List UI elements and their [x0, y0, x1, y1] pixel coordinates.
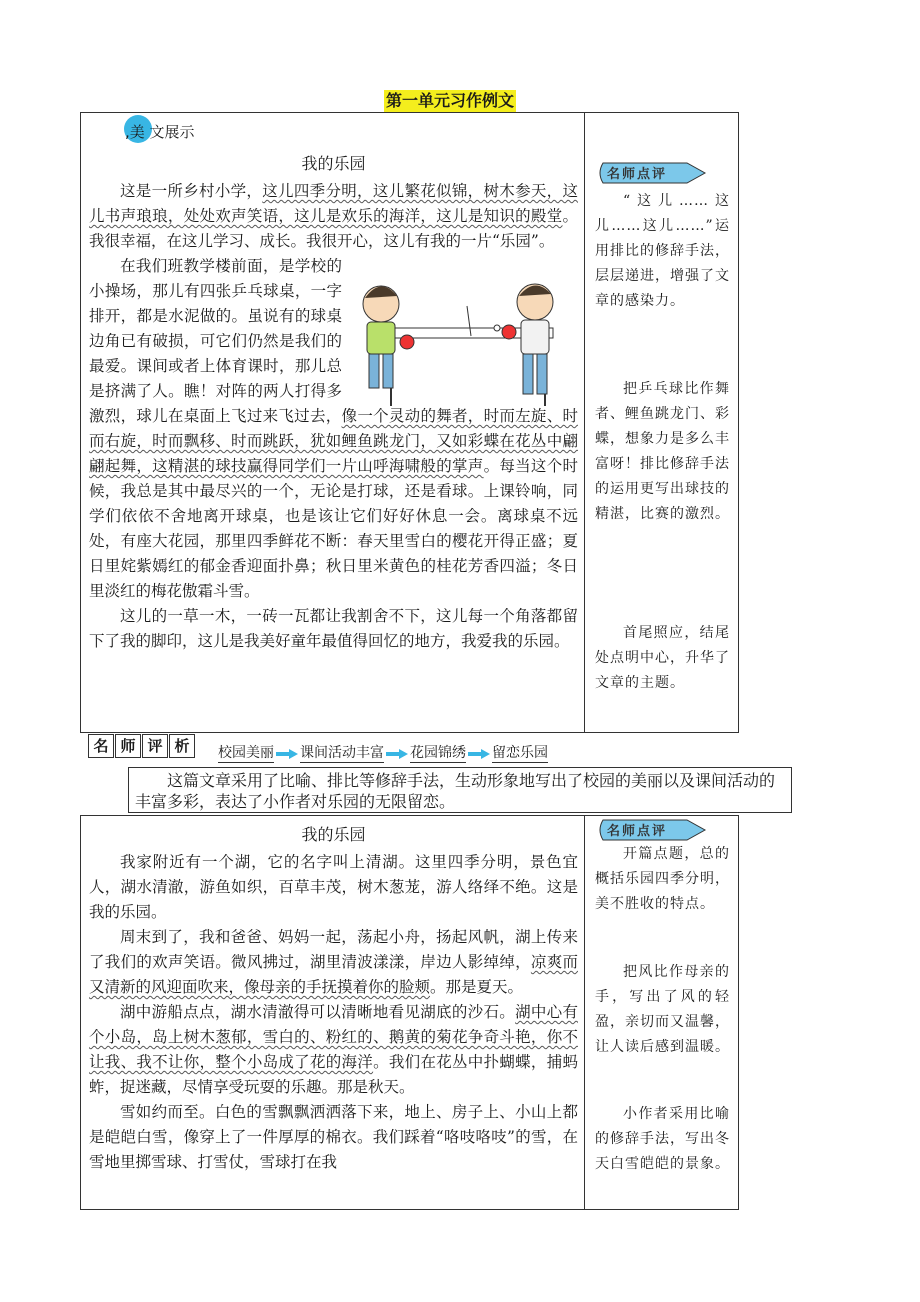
flow-step: 课间活动丰富: [300, 745, 384, 761]
review-tag-char: 师: [115, 734, 141, 758]
arrow-right-icon: [468, 749, 490, 759]
underlined-sentence: 湖中心有个小岛，岛上树木葱郁，雪白的、粉红的、鹅黄的菊花争奇斗艳，你不让我、我不让你，整个小岛成了花的海洋: [89, 1003, 578, 1071]
underlined-sentence: 像一个灵动的舞者，时而左旋、时而右旋，时而飘移、时而跳跃，犹如鲤鱼跳龙门，又如彩蝶在花丛中翩翩起舞，这精湛的球技赢得同学们一片山呼海啸般的掌声: [89, 407, 578, 475]
flow-step: 校园美丽: [218, 745, 274, 761]
comment-note: 小作者采用比喻的修辞手法，写出冬天白雪皑皑的景象。: [595, 1106, 730, 1172]
comment-column-1: [584, 112, 739, 733]
essay-box-1: [80, 112, 585, 733]
comment-note: 把乒乓球比作舞者、鲤鱼跳龙门、彩蝶，想象力是多么丰富呀！排比修辞手法的运用更写出球技的精湛，比赛的激烈。: [595, 381, 730, 522]
essay-2: [89, 822, 578, 1175]
essay-paragraph: 湖中游船点点，湖水清澈得可以清晰地看见湖底的沙石。湖中心有个小岛，岛上树木葱郁，雪白的、粉红的、鹅黄的菊花争奇斗艳，你不让我、我不让你，整个小岛成了花的海洋。我们在花丛中扑蝴蝶，捕蚂蚱，捉迷藏，尽情享受玩耍的乐趣。那是秋天。: [89, 1003, 578, 1096]
comment-note: 把风比作母亲的手，写出了风的轻盈，亲切而又温馨，让人读后感到温暖。: [595, 964, 730, 1055]
review-tag-char: 名: [88, 734, 114, 758]
showcase-label: ,美 文展示: [125, 123, 195, 141]
flow-step: 花园锦绣: [410, 745, 466, 761]
teacher-comment-tag: 名师点评: [595, 161, 699, 185]
comment-column-2: [584, 815, 739, 1210]
underlined-sentence: 这儿四季分明，这儿繁花似锦，树木参天，这儿书声琅琅，处处欢声笑语，这儿是欢乐的海洋，这儿是知识的殿堂: [89, 182, 578, 225]
review-tag-char: 评: [142, 734, 168, 758]
review-tag-char: 析: [169, 734, 195, 758]
essay-paragraph: 我家附近有一个湖，它的名字叫上清湖。这里四季分明，景色宜人，湖水清澈，游鱼如织，百草丰茂，树木葱茏，游人络绎不绝。这是我的乐园。: [89, 853, 578, 921]
essay-paragraph: 在我们班教学楼前面，是学校的小操场，那儿有四张乒乓球桌，一字排开，都是水泥做的。虽说有的球桌边角已有破损，可它们仍然是我们的最爱。课间或者上体育课时，那儿总是挤满了人。瞧！对阵的两人打得多激烈，球儿在桌面上飞过来飞过去，像一个灵动的舞者，时而左旋、时而右旋，时而飘移、时而跳跃，犹如鲤鱼跳龙门，又如彩蝶在花丛中翩翩起舞，这精湛的球技赢得同学们一片山呼海啸般的掌声。每当这个时候，我总是其中最尽兴的一个，无论是打球，还是看球。上课铃响，同学们依依不舍地离开球桌，也是该让它们好好休息一会。离球桌不远处，有座大花园，那里四季鲜花不断：春天里雪白的樱花开得正盛；夏日里姹紫嫣红的郁金香迎面扑鼻；秋日里米黄色的桂花芳香四溢；冬日里淡红的梅花傲霜斗雪。: [89, 254, 578, 604]
arrow-right-icon: [386, 749, 408, 759]
essay-paragraph: 这是一所乡村小学，这儿四季分明，这儿繁花似锦，树木参天，这儿书声琅琅，处处欢声笑语，这儿是欢乐的海洋，这儿是知识的殿堂。我很幸福，在这儿学习、成长。我很开心，这儿有我的一片“乐园”。: [89, 182, 578, 250]
essay-box-2: [80, 815, 585, 1210]
essay-paragraph: 雪如约而至。白色的雪飘飘洒洒落下来，地上、房子上、小山上都是皑皑白雪，像穿上了一件厚厚的棉衣。我们踩着“咯吱咯吱”的雪，在雪地里掷雪球、打雪仗，雪球打在我: [89, 1103, 578, 1171]
structure-flow: [218, 744, 548, 763]
ping-pong-illustration: [349, 276, 574, 411]
essay-title: 我的乐园: [301, 825, 366, 844]
essay-paragraph: 这儿的一草一木，一砖一瓦都让我割舍不下，这儿每一个角落都留下了我的脚印，这儿是我美好童年最值得回忆的地方，我爱我的乐园。: [89, 607, 578, 650]
comment-note: “这儿……这儿……这儿……”运用排比的修辞手法，层层递进，增强了文章的感染力。: [595, 193, 730, 309]
teacher-comment-tag: 名师点评: [595, 818, 699, 842]
essay-title: 我的乐园: [301, 154, 366, 173]
page-title: 第一单元习作例文: [386, 91, 515, 110]
essay-paragraph: 周末到了，我和爸爸、妈妈一起，荡起小舟，扬起风帆，湖上传来了我们的欢声笑语。微风拂过，湖里清波漾漾，岸边人影绰绰，凉爽而又清新的风迎面吹来，像母亲的手抚摸着你的脸颊。那是夏天。: [89, 928, 578, 996]
comment-note: 首尾照应，结尾处点明中心，升华了文章的主题。: [595, 625, 730, 691]
flow-step: 留恋乐园: [492, 745, 548, 761]
comment-note: 开篇点题，总的概括乐园四季分明，美不胜收的特点。: [595, 846, 730, 912]
arrow-right-icon: [276, 749, 298, 759]
review-summary: 这篇文章采用了比喻、排比等修辞手法，生动形象地写出了校园的美丽以及课间活动的丰富多彩，表达了小作者对乐园的无限留恋。: [128, 767, 792, 813]
underlined-sentence: 凉爽而又清新的风迎面吹来，像母亲的手抚摸着你的脸颊: [89, 953, 578, 996]
review-tag: [88, 734, 216, 760]
